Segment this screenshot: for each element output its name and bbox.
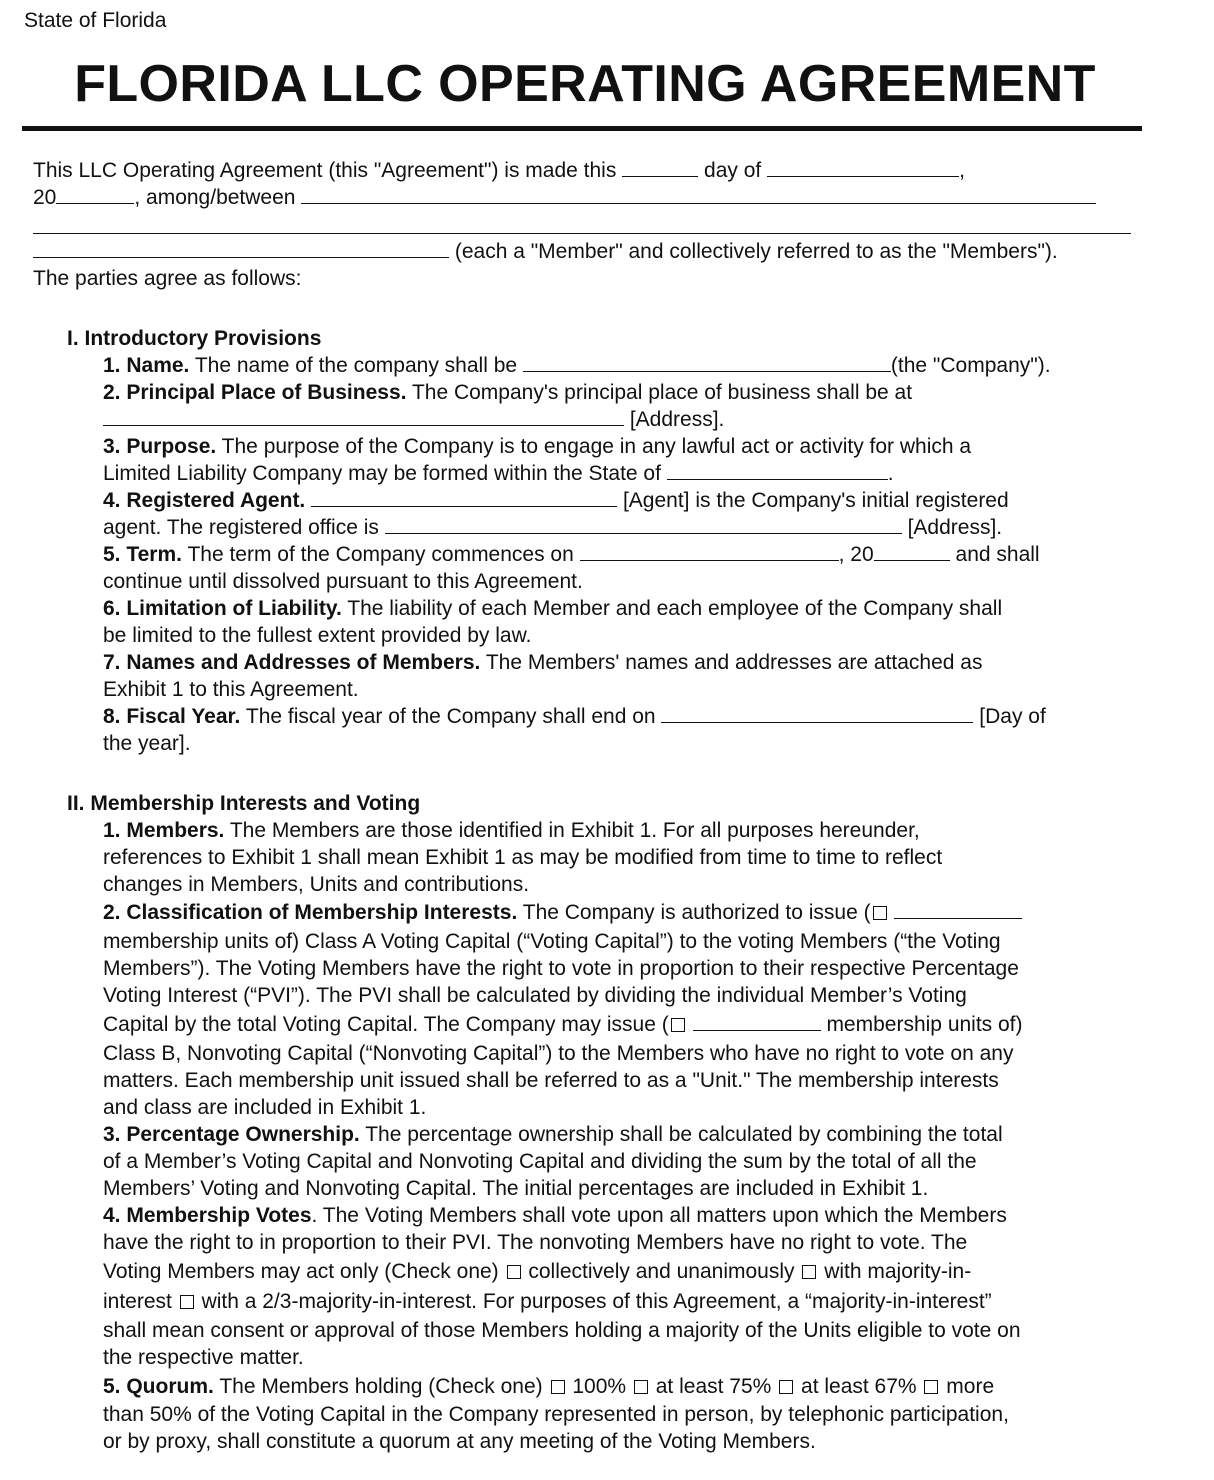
provision-fiscal-year-2: the year]. [103,732,191,755]
provision-text: (the "Company"). [890,354,1051,377]
provision-text: . [887,462,894,485]
provision-text: [Address]. [907,516,1003,539]
provision-text: with majority-in- [824,1260,972,1283]
provision-label: 4. Registered Agent. [103,489,306,512]
provision-name [103,352,1051,379]
provision-text: at least 75% [655,1375,772,1398]
quorum-100-checkbox[interactable] [551,1380,565,1394]
provision-text: [Agent] is the Company's initial registered [622,489,1009,512]
provision-label: 5. Term. [103,543,182,566]
provision-members-names [103,649,982,676]
intro-line-2 [33,184,1096,211]
fiscal-year-blank[interactable] [661,703,973,723]
class-b-units-blank[interactable] [693,1011,821,1031]
provision-text: [Day of [979,705,1046,728]
provision-votes [103,1202,1007,1229]
provision-label: 8. Fiscal Year. [103,705,241,728]
provision-percentage-3: Members’ Voting and Nonvoting Capital. The initial percentages are included in Exhibit 1. [103,1177,929,1200]
intro-line-4 [33,238,1058,265]
provision-term-2: continue until dissolved pursuant to this Agreement. [103,570,583,593]
provision-text: The name of the company shall be [194,354,518,377]
section-1-heading: I. Introductory Provisions [67,327,322,350]
provision-classification-2: membership units of) Class A Voting Capital (“Voting Capital”) to the voting Members (“the Voting [103,930,1001,953]
intro-text: , [959,159,965,182]
provision-text: . The Voting Members shall vote upon all matters upon which the Members [311,1204,1007,1227]
day-blank[interactable] [622,157,698,177]
provision-classification-5 [103,1011,1023,1038]
provision-text: The term of the Company commences on [187,543,574,566]
provision-purpose-2 [103,460,894,487]
provision-text: more [946,1375,995,1398]
provision-principal-place-2 [103,406,724,433]
month-blank[interactable] [767,157,959,177]
provision-text: The purpose of the Company is to engage in any lawful act or activity for which a [221,435,972,458]
provision-members-2: references to Exhibit 1 shall mean Exhibit 1 as may be modified from time to time to reflect [103,846,943,869]
quorum-75-checkbox[interactable] [634,1380,648,1394]
provision-fiscal-year [103,703,1046,730]
provision-text: agent. The registered office is [103,516,379,539]
provision-label: 1. Members. [103,819,225,842]
provision-text: The Company's principal place of business shall be at [411,381,913,404]
provision-label: 5. Quorum. [103,1375,214,1398]
parties-blank[interactable] [301,184,1096,204]
provision-classification [103,899,1022,926]
provision-label: 1. Name. [103,354,190,377]
provision-text: membership units of) [826,1013,1023,1036]
provision-agent [103,487,1009,514]
quorum-67-checkbox[interactable] [779,1380,793,1394]
provision-liability-2: be limited to the fullest extent provided by law. [103,624,532,647]
business-address-blank[interactable] [103,406,624,426]
provision-text: interest [103,1290,172,1313]
title-divider [22,126,1142,131]
state-blank[interactable] [667,460,888,480]
quorum-50-checkbox[interactable] [924,1380,938,1394]
provision-text: The Members' names and addresses are attached as [485,651,983,674]
term-date-blank[interactable] [580,541,839,561]
provision-text: The liability of each Member and each employee of the Company shall [347,597,1003,620]
parties-blank-line-3[interactable] [33,238,449,258]
provision-quorum-2: than 50% of the Voting Capital in the Company represented in person, by telephonic participation, [103,1403,1009,1426]
provision-label: 2. Principal Place of Business. [103,381,407,404]
provision-label: 3. Percentage Ownership. [103,1123,360,1146]
provision-text: [Address]. [629,408,725,431]
provision-text: collectively and unanimously [528,1260,795,1283]
provision-label: 4. Membership Votes [103,1204,312,1227]
provision-percentage-2: of a Member’s Voting Capital and Nonvoting Capital and dividing the sum by the total of all the [103,1150,977,1173]
provision-text: Capital by the total Voting Capital. The Company may issue ( [103,1013,669,1036]
provision-votes-3 [103,1258,971,1285]
provision-liability [103,595,1002,622]
provision-classification-8: and class are included in Exhibit 1. [103,1096,427,1119]
provision-purpose [103,433,971,460]
provision-agent-2 [103,514,1002,541]
provision-classification-6: Class B, Nonvoting Capital (“Nonvoting Capital”) to the Members who have no right to vote on any [103,1042,1014,1065]
unanimous-checkbox[interactable] [507,1265,521,1279]
provision-text: , 20 [838,543,874,566]
provision-classification-7: matters. Each membership unit issued shall be referred to as a "Unit." The membership interests [103,1069,999,1092]
year-blank[interactable] [56,184,134,204]
provision-quorum [103,1373,994,1400]
provision-votes-2: have the right to in proportion to their PVI. The nonvoting Members have no right to vote. The [103,1231,968,1254]
class-b-checkbox[interactable] [671,1018,685,1032]
provision-text: Limited Liability Company may be formed within the State of [103,462,661,485]
intro-text: day of [704,159,762,182]
provision-text: 100% [572,1375,627,1398]
majority-checkbox[interactable] [802,1265,816,1279]
provision-text: Voting Members may act only (Check one) [103,1260,499,1283]
intro-text: , among/between [134,186,296,209]
provision-label: 3. Purpose. [103,435,217,458]
provision-term [103,541,1040,568]
provision-members [103,817,920,844]
provision-classification-4: Voting Interest (“PVI”). The PVI shall be calculated by dividing the individual Member’s Voting [103,984,967,1007]
provision-votes-6: the respective matter. [103,1346,304,1369]
intro-line-5: The parties agree as follows: [33,267,302,290]
intro-text: 20 [33,186,57,209]
provision-percentage [103,1121,1003,1148]
term-year-blank[interactable] [874,541,950,561]
class-a-units-blank[interactable] [894,899,1022,919]
provision-text: The Members are those identified in Exhibit 1. For all purposes hereunder, [229,819,920,842]
document-title: FLORIDA LLC OPERATING AGREEMENT [74,55,1096,113]
company-name-blank[interactable] [523,352,891,372]
provision-votes-4 [103,1288,992,1315]
parties-blank-line-2[interactable] [33,233,1131,234]
provision-text: The fiscal year of the Company shall end on [245,705,656,728]
provision-text: The percentage ownership shall be calculated by combining the total [365,1123,1003,1146]
intro-text: (each a "Member" and collectively referred to as the "Members"). [454,240,1058,263]
intro-line-1 [33,157,965,184]
provision-members-names-2: Exhibit 1 to this Agreement. [103,678,359,701]
intro-text: This LLC Operating Agreement (this "Agreement") is made this [33,159,617,182]
provision-votes-5: shall mean consent or approval of those Members holding a majority of the Units eligible to vote on [103,1319,1021,1342]
provision-label: 7. Names and Addresses of Members. [103,651,481,674]
section-2-heading: II. Membership Interests and Voting [67,792,421,815]
provision-principal-place [103,379,912,406]
state-label: State of Florida [24,9,167,32]
provision-text: The Company is authorized to issue ( [522,901,871,924]
two-thirds-checkbox[interactable] [180,1295,194,1309]
agent-name-blank[interactable] [311,487,617,507]
registered-office-blank[interactable] [385,514,902,534]
provision-quorum-3: or by proxy, shall constitute a quorum at any meeting of the Voting Members. [103,1430,816,1453]
provision-text: The Members holding (Check one) [219,1375,543,1398]
provision-members-3: changes in Members, Units and contributions. [103,873,530,896]
provision-label: 2. Classification of Membership Interests. [103,901,518,924]
provision-classification-3: Members”). The Voting Members have the right to vote in proportion to their respective Percentage [103,957,1019,980]
provision-text: and shall [955,543,1040,566]
provision-text: with a 2/3-majority-in-interest. For purposes of this Agreement, a “majority-in-interest” [201,1290,992,1313]
provision-label: 6. Limitation of Liability. [103,597,342,620]
provision-text: at least 67% [801,1375,917,1398]
class-a-checkbox[interactable] [873,906,887,920]
